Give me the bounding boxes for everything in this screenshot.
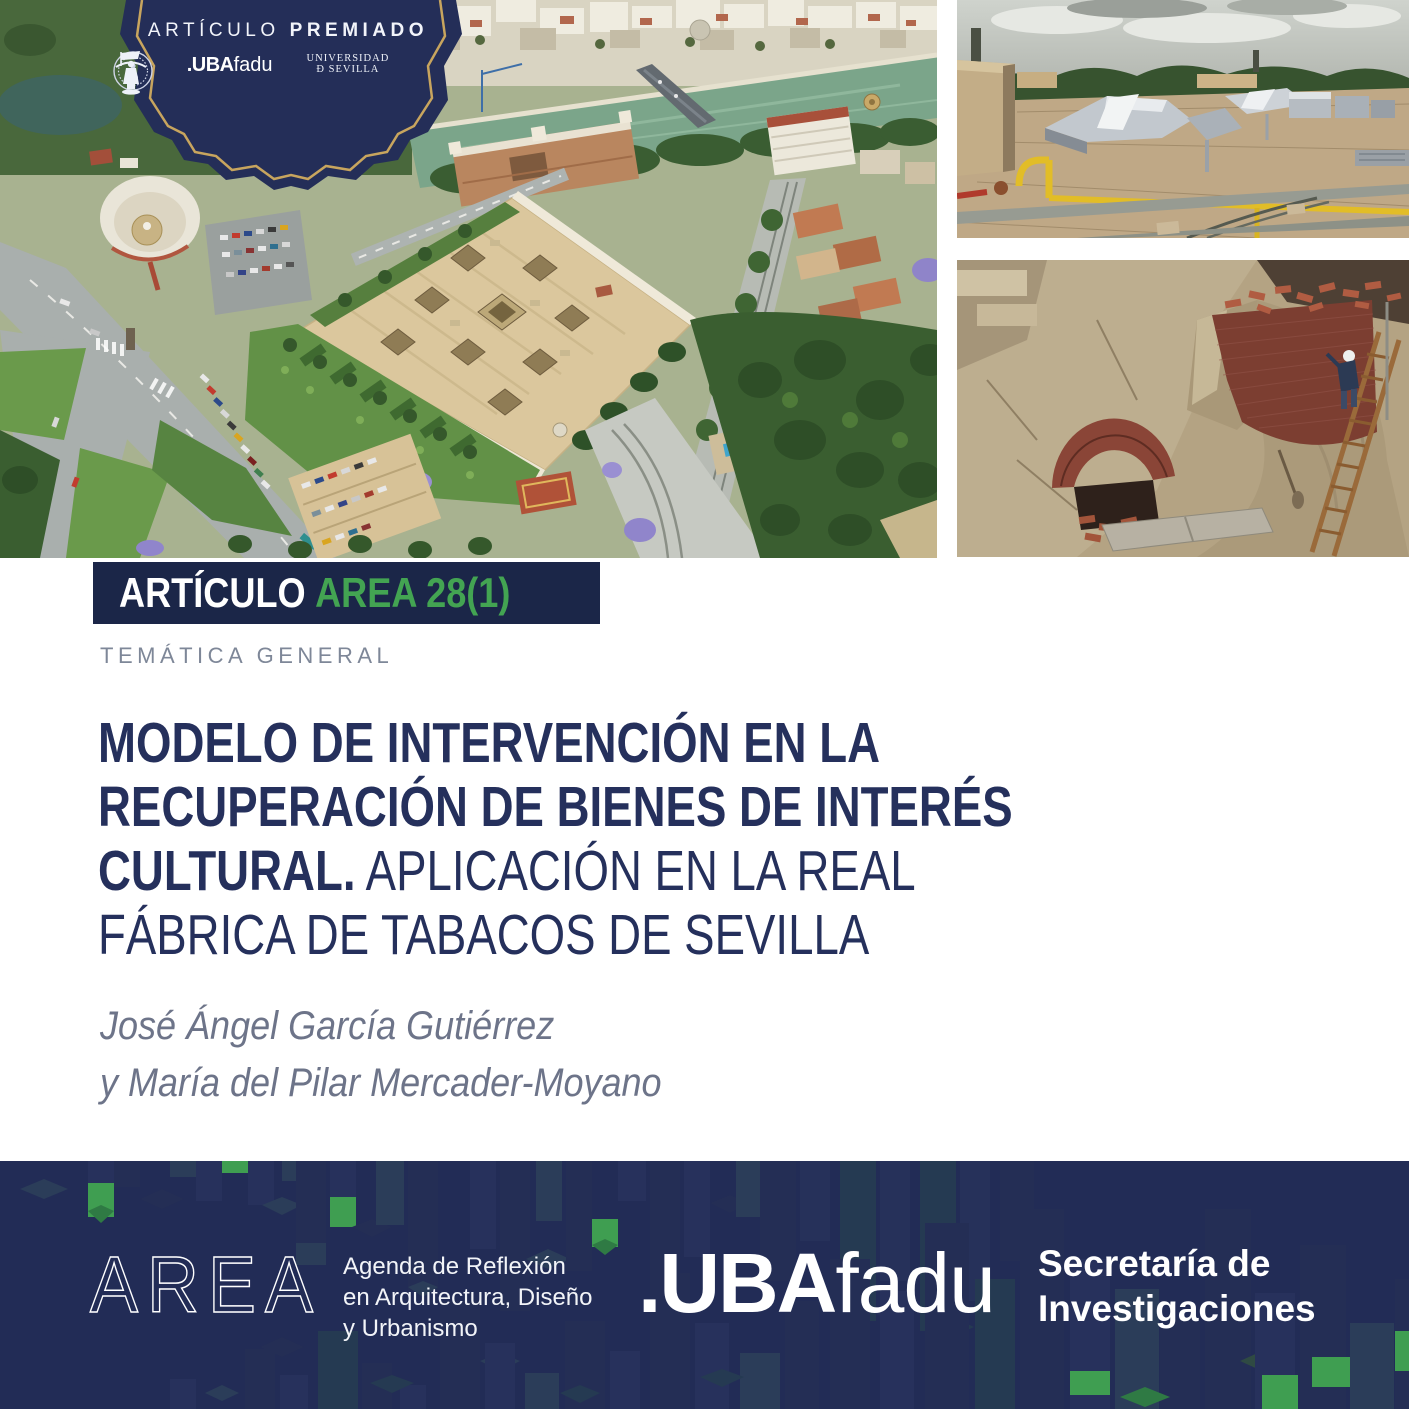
tagline-line3: y Urbanismo — [343, 1315, 478, 1342]
giraldillo-icon — [112, 50, 150, 96]
area-tagline — [343, 1251, 592, 1344]
parapet — [957, 60, 1015, 176]
tagline-line1: Agenda de Reflexión — [343, 1253, 566, 1280]
article-banner — [93, 562, 600, 624]
badge-title-bold: PREMIADO — [289, 20, 429, 41]
park-pond — [0, 75, 122, 135]
torre-del-oro — [864, 94, 880, 110]
secretaria-line2: Investigaciones — [1038, 1288, 1316, 1329]
ubafadu-wordmark: .UBAfadu — [638, 1236, 995, 1330]
banner-area-issue: AREA 28(1) — [315, 569, 511, 616]
monument — [126, 328, 135, 350]
title-line3-bold: CULTURAL. — [98, 839, 356, 903]
author-line1: José Ángel García Gutiérrez — [100, 1004, 555, 1048]
ubafadu-badge-logo — [187, 50, 273, 77]
title-line4-regular: FÁBRICA DE TABACOS DE SEVILLA — [98, 903, 870, 967]
article-title — [98, 711, 1241, 967]
sevilla-logo-line1: UNIVERSIDAD — [306, 53, 390, 64]
badge-title — [112, 20, 464, 42]
secretaria-line1: Secretaría de — [1038, 1243, 1271, 1284]
tagline-line2: en Arquitectura, Diseño — [343, 1284, 593, 1311]
chapel-dome — [553, 423, 567, 437]
secretaria-label — [1038, 1241, 1316, 1331]
award-badge — [112, 0, 464, 212]
universidad-sevilla-logo — [307, 50, 390, 77]
rooftop-photo — [957, 0, 1409, 238]
author-line2: y María del Pilar Mercader-Moyano — [100, 1061, 662, 1105]
tower-silhouette — [971, 28, 981, 66]
white-hotel — [766, 106, 855, 175]
section-label: TEMÁTICA GENERAL — [100, 643, 394, 668]
area-wordmark: AREA — [90, 1240, 323, 1329]
title-line3-regular: APLICACIÓN EN LA REAL — [355, 839, 916, 903]
roundabout — [690, 20, 710, 40]
title-line2-bold: RECUPERACIÓN DE BIENES DE INTERÉS — [98, 775, 1013, 839]
excavation-photo — [957, 260, 1409, 557]
ubafadu-badge-wordmark: .UBAfadu — [186, 54, 273, 76]
parking-lot-north — [205, 210, 312, 315]
badge-title-light: ARTÍCULO — [147, 20, 280, 41]
banner-articulo: ARTÍCULO — [119, 569, 306, 616]
authors — [100, 998, 662, 1112]
title-line1-bold: MODELO DE INTERVENCIÓN EN LA — [98, 711, 881, 775]
jacaranda-tree — [624, 518, 656, 542]
footer — [0, 1161, 1409, 1409]
sevilla-logo-line2: Ð SEVILLA — [316, 64, 380, 75]
